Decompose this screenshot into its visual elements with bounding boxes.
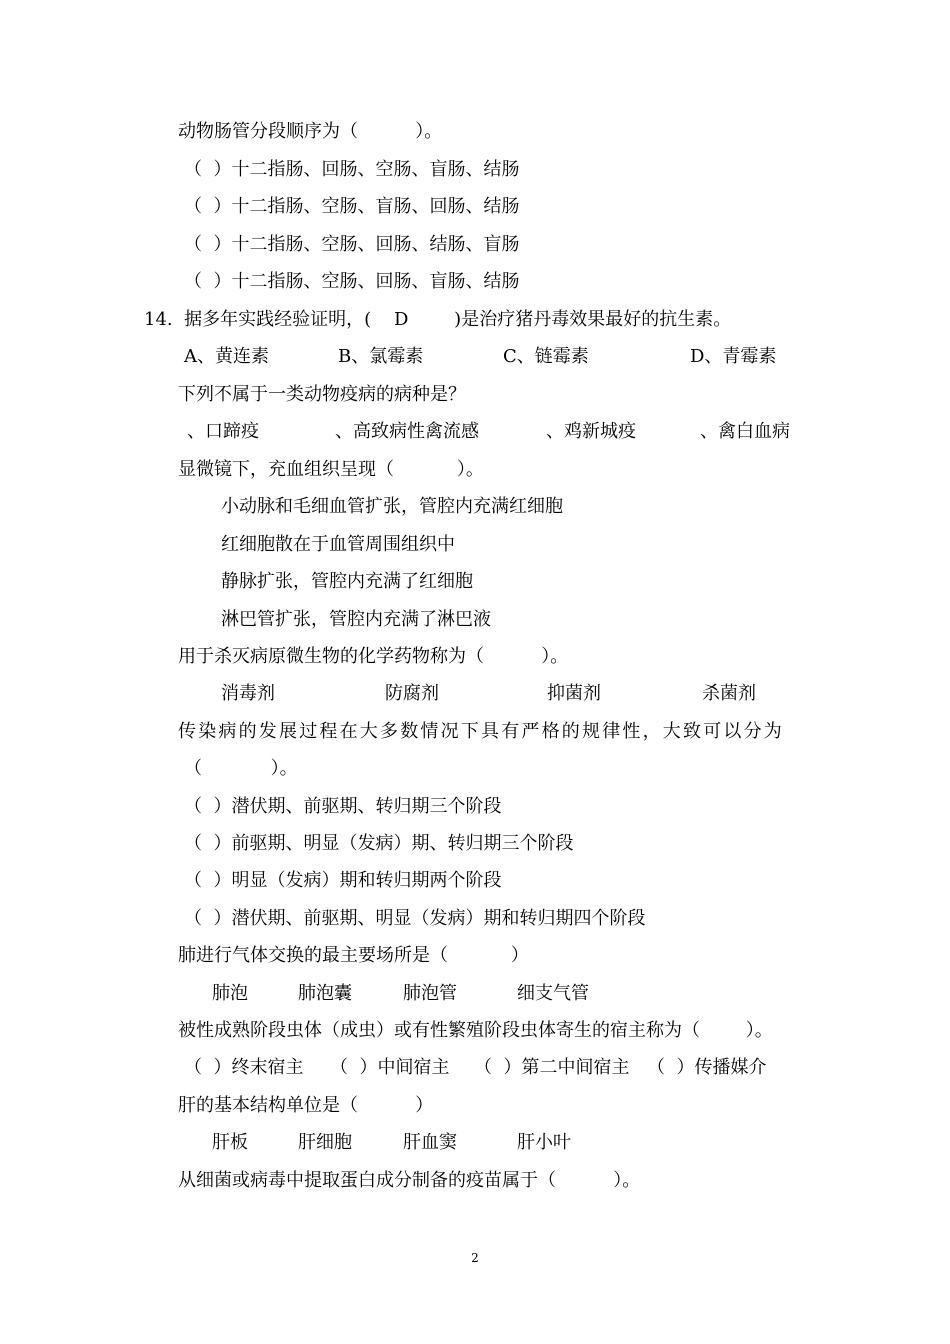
question-stem-continued: （ ）。 xyxy=(184,758,298,779)
option-b: （ ）前驱期、明显（发病）期、转归期三个阶段 xyxy=(184,833,574,854)
option-d: （ ）传播媒介 xyxy=(647,1057,767,1078)
question-stem: 肝的基本结构单位是（ ） xyxy=(178,1095,434,1116)
option-d: 杀菌剂 xyxy=(702,683,756,704)
option-b: 防腐剂 xyxy=(385,683,439,704)
option-d: 、禽白血病 xyxy=(700,421,790,442)
option-c: 静脉扩张，管腔内充满了红细胞 xyxy=(221,571,473,592)
option-c: （ ）明显（发病）期和转归期两个阶段 xyxy=(184,870,502,891)
option-d: D、青霉素 xyxy=(690,346,777,367)
option-a: （ ）潜伏期、前驱期、转归期三个阶段 xyxy=(184,796,502,817)
option-c: （ ）十二指肠、空肠、回肠、结肠、盲肠 xyxy=(184,234,520,255)
question-stem: 显微镜下，充血组织呈现（ ）。 xyxy=(178,459,484,480)
question-stem: 从细菌或病毒中提取蛋白成分制备的疫苗属于（ ）。 xyxy=(178,1170,641,1191)
option-b: （ ）十二指肠、空肠、盲肠、回肠、结肠 xyxy=(184,196,520,217)
option-b: 红细胞散在于血管周围组织中 xyxy=(221,534,455,555)
option-b: 肺泡囊 xyxy=(298,983,352,1004)
option-d: 细支气管 xyxy=(517,983,589,1004)
question-stem: 14. 据多年实践经验证明，( D )是治疗猪丹毒效果最好的抗生素。 xyxy=(144,309,732,330)
option-a: 肝板 xyxy=(212,1132,248,1153)
option-b: 肝细胞 xyxy=(298,1132,352,1153)
option-a: 小动脉和毛细血管扩张，管腔内充满红细胞 xyxy=(221,496,563,517)
option-a: 肺泡 xyxy=(212,983,248,1004)
question-stem: 下列不属于一类动物疫病的病种是？ xyxy=(178,384,466,405)
option-d: 淋巴管扩张，管腔内充满了淋巴液 xyxy=(221,609,491,630)
option-b: B、氯霉素 xyxy=(338,346,424,367)
option-a: 、口蹄疫 xyxy=(187,421,259,442)
question-stem: 肺进行气体交换的最主要场所是（ ） xyxy=(178,945,529,966)
option-d: （ ）十二指肠、空肠、回肠、盲肠、结肠 xyxy=(184,271,520,292)
option-a: （ ）终末宿主 xyxy=(184,1057,304,1078)
question-stem: 动物肠管分段顺序为（ ）。 xyxy=(178,121,443,142)
option-c: 肝血窦 xyxy=(403,1132,457,1153)
option-a: 消毒剂 xyxy=(221,683,275,704)
option-b: 、高致病性禽流感 xyxy=(335,421,479,442)
question-stem: 传染病的发展过程在大多数情况下具有严格的规律性，大致可以分为 xyxy=(178,721,784,742)
option-c: （ ）第二中间宿主 xyxy=(474,1057,630,1078)
option-d: 肝小叶 xyxy=(517,1132,571,1153)
option-a: A、黄连素 xyxy=(184,346,269,367)
option-c: 肺泡管 xyxy=(403,983,457,1004)
page-number: 2 xyxy=(471,1251,479,1265)
option-c: C、链霉素 xyxy=(503,346,589,367)
question-stem: 用于杀灭病原微生物的化学药物称为（ ）。 xyxy=(178,646,569,667)
option-b: （ ）中间宿主 xyxy=(330,1057,450,1078)
option-c: 、鸡新城疫 xyxy=(546,421,636,442)
question-stem: 被性成熟阶段虫体（成虫）或有性繁殖阶段虫体寄生的宿主称为（ ）。 xyxy=(178,1020,773,1041)
option-d: （ ）潜伏期、前驱期、明显（发病）期和转归期四个阶段 xyxy=(184,908,646,929)
option-a: （ ）十二指肠、回肠、空肠、盲肠、结肠 xyxy=(184,159,520,180)
option-c: 抑菌剂 xyxy=(547,683,601,704)
